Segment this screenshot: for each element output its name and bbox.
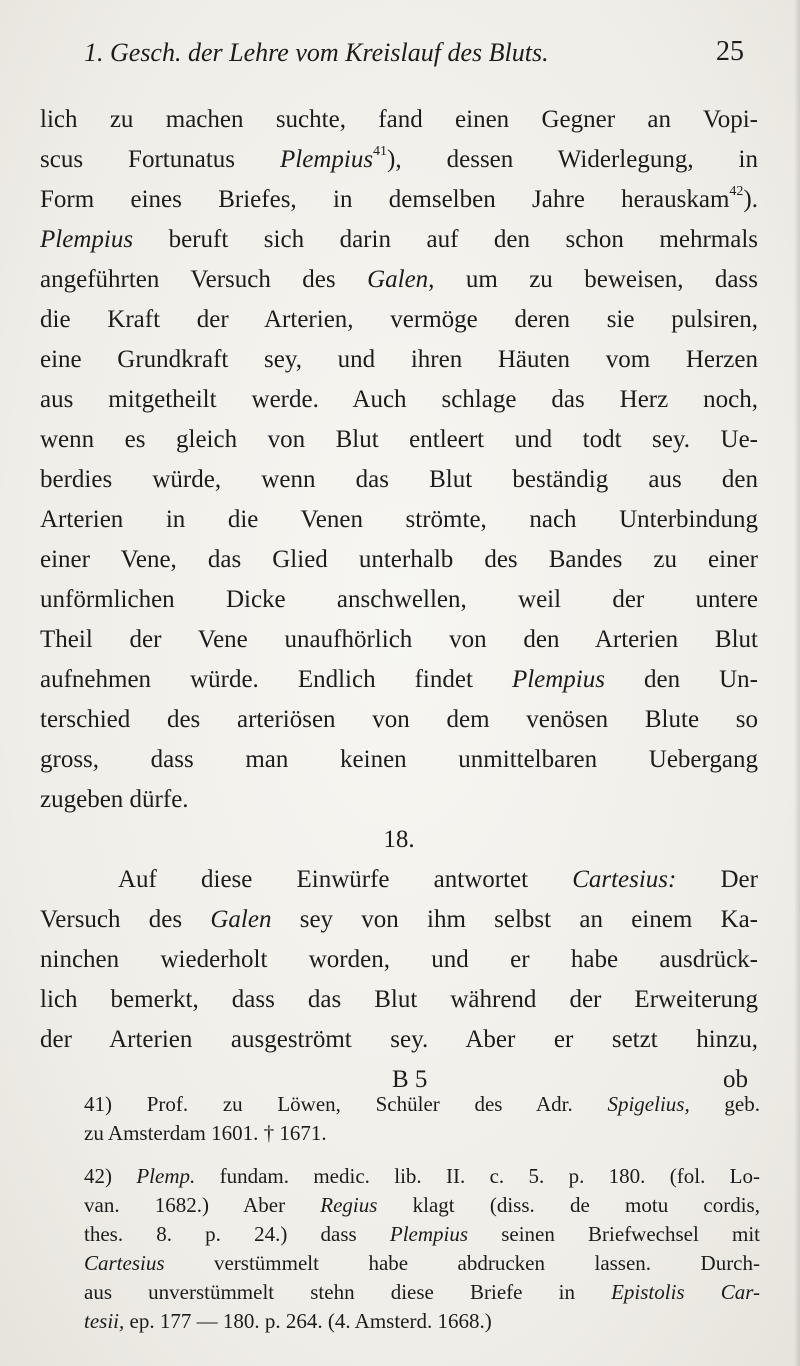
running-header — [84, 38, 744, 78]
footnote-line — [84, 1119, 760, 1148]
text-run: die Kraft der Arterien, vermöge deren sie pulsiren, — [40, 306, 758, 333]
footnote-reference: 41 — [373, 144, 388, 159]
footnote-line — [84, 1278, 760, 1307]
text-line — [40, 460, 758, 500]
text-run: Der — [676, 866, 758, 893]
text-line — [40, 860, 758, 900]
text-line — [40, 340, 758, 380]
italic-name: Regius — [320, 1193, 378, 1217]
text-run: lich bemerkt, dass das Blut während der Erweiterung — [40, 986, 758, 1013]
paragraph-17-continued — [40, 100, 758, 820]
page-number: 25 — [716, 36, 744, 67]
text-line — [40, 140, 758, 180]
text-run: aus unverstümmelt stehn diese Briefe in — [84, 1280, 612, 1304]
footnote-line — [84, 1162, 760, 1191]
text-run: lich zu machen suchte, fand einen Gegner an Vopi- — [40, 106, 758, 133]
text-run: Form eines Briefes, in demselben Jahre herauskam — [40, 186, 730, 213]
text-run: thes. 8. p. 24.) dass — [84, 1222, 390, 1246]
text-run: fundam. medic. lib. II. c. 5. p. 180. (fol. Lo- — [195, 1164, 760, 1188]
text-line — [40, 780, 758, 820]
italic-name: Plempius — [511, 666, 605, 693]
text-line — [40, 220, 758, 260]
text-line — [40, 700, 758, 740]
text-line — [40, 900, 758, 940]
text-line — [40, 180, 758, 220]
text-line — [40, 660, 758, 700]
text-line — [40, 300, 758, 340]
text-run: Auf diese Einwürfe antwortet — [118, 866, 573, 893]
footnote-line — [84, 1249, 760, 1278]
footnote-line — [84, 1307, 760, 1336]
section-number: 18. — [383, 826, 415, 853]
text-run: terschied des arteriösen von dem venösen Blute so — [40, 706, 758, 733]
italic-name: Plempius — [389, 1222, 469, 1246]
italic-name: Galen, — [367, 266, 435, 293]
text-run: scus Fortunatus — [40, 146, 280, 173]
italic-name: Spigelius, — [607, 1092, 690, 1116]
paragraph-18 — [40, 860, 758, 1060]
text-run: gross, dass man keinen unmittelbaren Uebergang — [40, 746, 758, 773]
text-run: eine Grundkraft sey, und ihren Häuten vom Herzen — [40, 346, 758, 373]
signature-mark: B 5 — [392, 1066, 428, 1093]
text-run: ). — [743, 186, 758, 213]
text-line — [40, 420, 758, 460]
text-run: ), dessen Widerlegung, in — [387, 146, 759, 173]
running-title: 1. Gesch. der Lehre vom Kreislauf des Bluts. — [84, 38, 549, 67]
text-run: 42) — [84, 1164, 137, 1188]
text-line — [40, 380, 758, 420]
text-line — [40, 100, 758, 140]
footnote — [84, 1162, 760, 1336]
text-run: aus mitgetheilt werde. Auch schlage das Herz noch, — [40, 386, 758, 413]
text-line — [40, 980, 758, 1020]
text-line — [40, 580, 758, 620]
italic-name: Plemp. — [136, 1164, 196, 1188]
italic-name: Cartesius — [84, 1251, 165, 1275]
text-run: beruft sich darin auf den schon mehrmals — [133, 226, 758, 253]
footnotes — [84, 1090, 760, 1350]
text-line — [40, 260, 758, 300]
text-run: Theil der Vene unaufhörlich von den Arterien Blut — [40, 626, 758, 653]
italic-name: Cartesius: — [572, 866, 677, 893]
text-line — [40, 500, 758, 540]
text-run: Versuch des — [40, 906, 211, 933]
text-run: Arterien in die Venen strömte, nach Unterbindung — [40, 506, 758, 533]
catchword: ob — [723, 1066, 748, 1093]
italic-name: Plempius — [280, 146, 374, 173]
italic-name: Epistolis Car- — [611, 1280, 760, 1304]
text-run: wenn es gleich von Blut entleert und todt sey. Ue- — [40, 426, 758, 453]
text-line — [40, 740, 758, 780]
text-line — [40, 620, 758, 660]
text-run: ninchen wiederholt worden, und er habe ausdrück- — [40, 946, 758, 973]
text-run: der Arterien ausgeströmt sey. Aber er setzt hinzu, — [40, 1026, 758, 1053]
page-edge-shadow — [794, 0, 800, 1366]
text-run: aufnehmen würde. Endlich findet — [40, 666, 512, 693]
text-line — [40, 540, 758, 580]
footnote — [84, 1090, 760, 1148]
text-run: sey von ihm selbst an einem Ka- — [271, 906, 759, 933]
italic-name: Plempius — [40, 226, 134, 253]
text-line — [40, 1020, 758, 1060]
text-run: zu Amsterdam 1601. † 1671. — [84, 1121, 327, 1145]
text-run: verstümmelt habe abdrucken lassen. Durch- — [164, 1251, 760, 1275]
text-run: ep. 177 — 180. p. 264. (4. Amsterd. 1668.) — [124, 1309, 492, 1333]
footnote-line — [84, 1090, 760, 1119]
text-line — [40, 940, 758, 980]
text-run: um zu beweisen, dass — [434, 266, 758, 293]
text-run: van. 1682.) Aber — [84, 1193, 321, 1217]
text-run: den Un- — [604, 666, 758, 693]
italic-name: tesii, — [84, 1309, 125, 1333]
text-run: geb. — [689, 1092, 760, 1116]
footnote-line — [84, 1191, 760, 1220]
footnote-reference: 42 — [729, 184, 744, 199]
main-text — [40, 100, 758, 1100]
footnote-line — [84, 1220, 760, 1249]
text-run: seinen Briefwechsel mit — [468, 1222, 760, 1246]
text-run: einer Vene, das Glied unterhalb des Bandes zu einer — [40, 546, 758, 573]
text-run: zugeben dürfe. — [40, 786, 189, 813]
text-run: angeführten Versuch des — [40, 266, 368, 293]
text-run: 41) Prof. zu Löwen, Schüler des Adr. — [84, 1092, 608, 1116]
text-run: klagt (diss. de motu cordis, — [377, 1193, 760, 1217]
italic-name: Galen — [210, 906, 272, 933]
text-run: berdies würde, wenn das Blut beständig aus den — [40, 466, 758, 493]
text-run: unförmlichen Dicke anschwellen, weil der untere — [40, 586, 758, 613]
